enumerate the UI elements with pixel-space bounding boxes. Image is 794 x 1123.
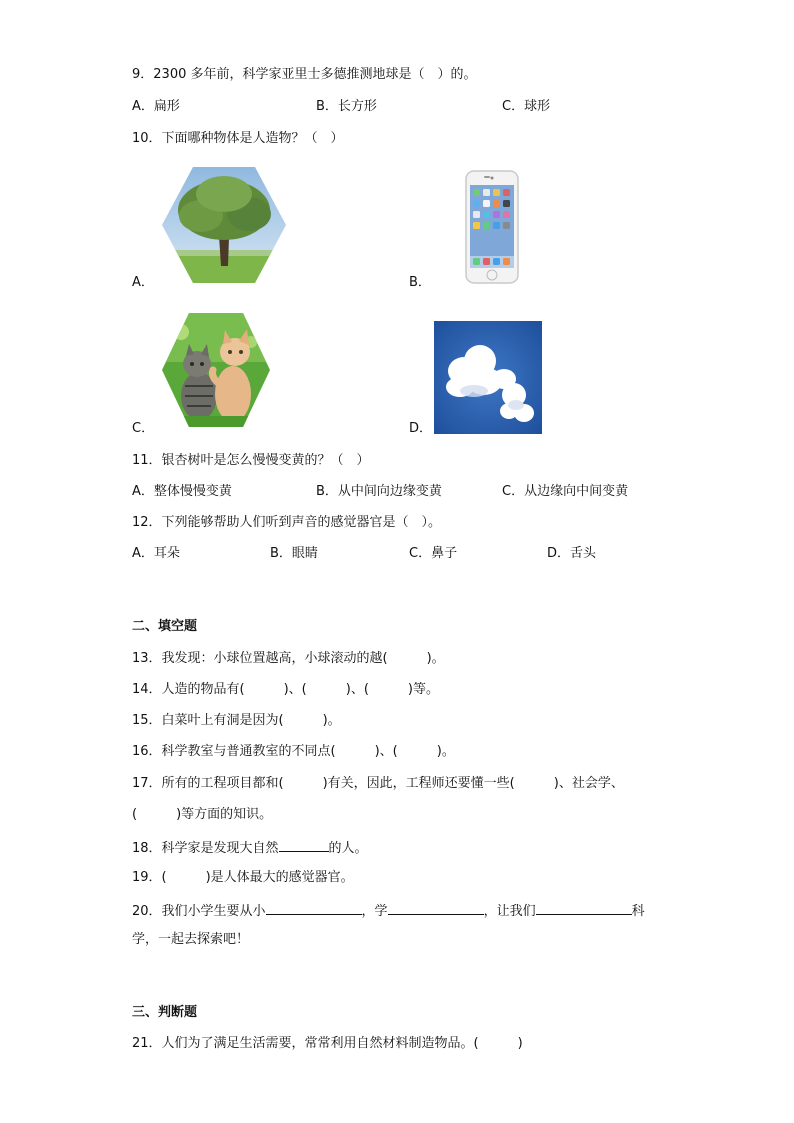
- question-18: [132, 837, 368, 858]
- question-9-option-a: A．扁形: [132, 99, 180, 114]
- question-12-stem: 12．下列能够帮助人们听到声音的感觉器官是（ ）。: [132, 515, 442, 530]
- question-17-line-2: ( )等方面的知识。: [132, 807, 273, 822]
- answer-blank[interactable]: [266, 900, 362, 915]
- question-9-option-b: B．长方形: [316, 99, 377, 114]
- question-11-option-a: A．整体慢慢变黄: [132, 484, 232, 499]
- question-10-label-a: A．: [132, 275, 154, 290]
- question-15: 15．白菜叶上有洞是因为( )。: [132, 713, 341, 728]
- question-20-part-d: 科: [631, 904, 645, 919]
- question-11-option-c: C．从边缘向中间变黄: [502, 484, 629, 499]
- question-18-suffix: 的人。: [328, 841, 368, 856]
- question-10-label-b: B．: [409, 275, 431, 290]
- answer-blank[interactable]: [388, 900, 484, 915]
- kittens-photo: [161, 312, 271, 428]
- question-12-option-c: C．鼻子: [409, 546, 458, 561]
- question-20-part-b: ，学: [361, 904, 388, 919]
- question-20-part-c: ，让我们: [483, 904, 536, 919]
- question-20-line-2: 学，一起去探索吧！: [132, 932, 250, 947]
- question-21: 21．人们为了满足生活需要，常常利用自然材料制造物品。( ): [132, 1036, 523, 1051]
- section-true-false-title: 三、判断题: [132, 1005, 198, 1020]
- section-fill-in-title: 二、填空题: [132, 619, 198, 634]
- question-11-stem: 11．银杏树叶是怎么慢慢变黄的？（ ）: [132, 453, 370, 468]
- question-17-line-1: 17．所有的工程项目都和( )有关，因此，工程师还要懂一些( )、社会学、: [132, 776, 624, 791]
- question-12-option-d: D．舌头: [547, 546, 597, 561]
- tree-photo: [161, 166, 287, 284]
- question-10-stem: 10．下面哪种物体是人造物？（ ）: [132, 131, 344, 146]
- question-9-stem: 9．2300 多年前，科学家亚里士多德推测地球是（ ）的。: [132, 67, 477, 82]
- question-20-part-a: 20．我们小学生要从小: [132, 904, 266, 919]
- question-10-label-c: C．: [132, 421, 155, 436]
- question-12-option-a: A．耳朵: [132, 546, 180, 561]
- question-9-option-c: C．球形: [502, 99, 551, 114]
- question-16: 16．科学教室与普通教室的不同点( )、( )。: [132, 744, 455, 759]
- question-13: 13．我发现：小球位置越高，小球滚动的越( )。: [132, 651, 445, 666]
- answer-blank[interactable]: [536, 900, 632, 915]
- answer-blank[interactable]: [279, 837, 329, 852]
- question-10-label-d: D．: [409, 421, 433, 436]
- question-14: 14．人造的物品有( )、( )、( )等。: [132, 682, 439, 697]
- question-11-option-b: B．从中间向边缘变黄: [316, 484, 442, 499]
- smartphone-photo: [465, 170, 519, 284]
- question-18-prefix: 18．科学家是发现大自然: [132, 841, 279, 856]
- question-19: 19．( )是人体最大的感觉器官。: [132, 870, 354, 885]
- question-12-option-b: B．眼睛: [270, 546, 318, 561]
- cloud-photo: [434, 321, 542, 434]
- question-20-line-1: [132, 900, 645, 921]
